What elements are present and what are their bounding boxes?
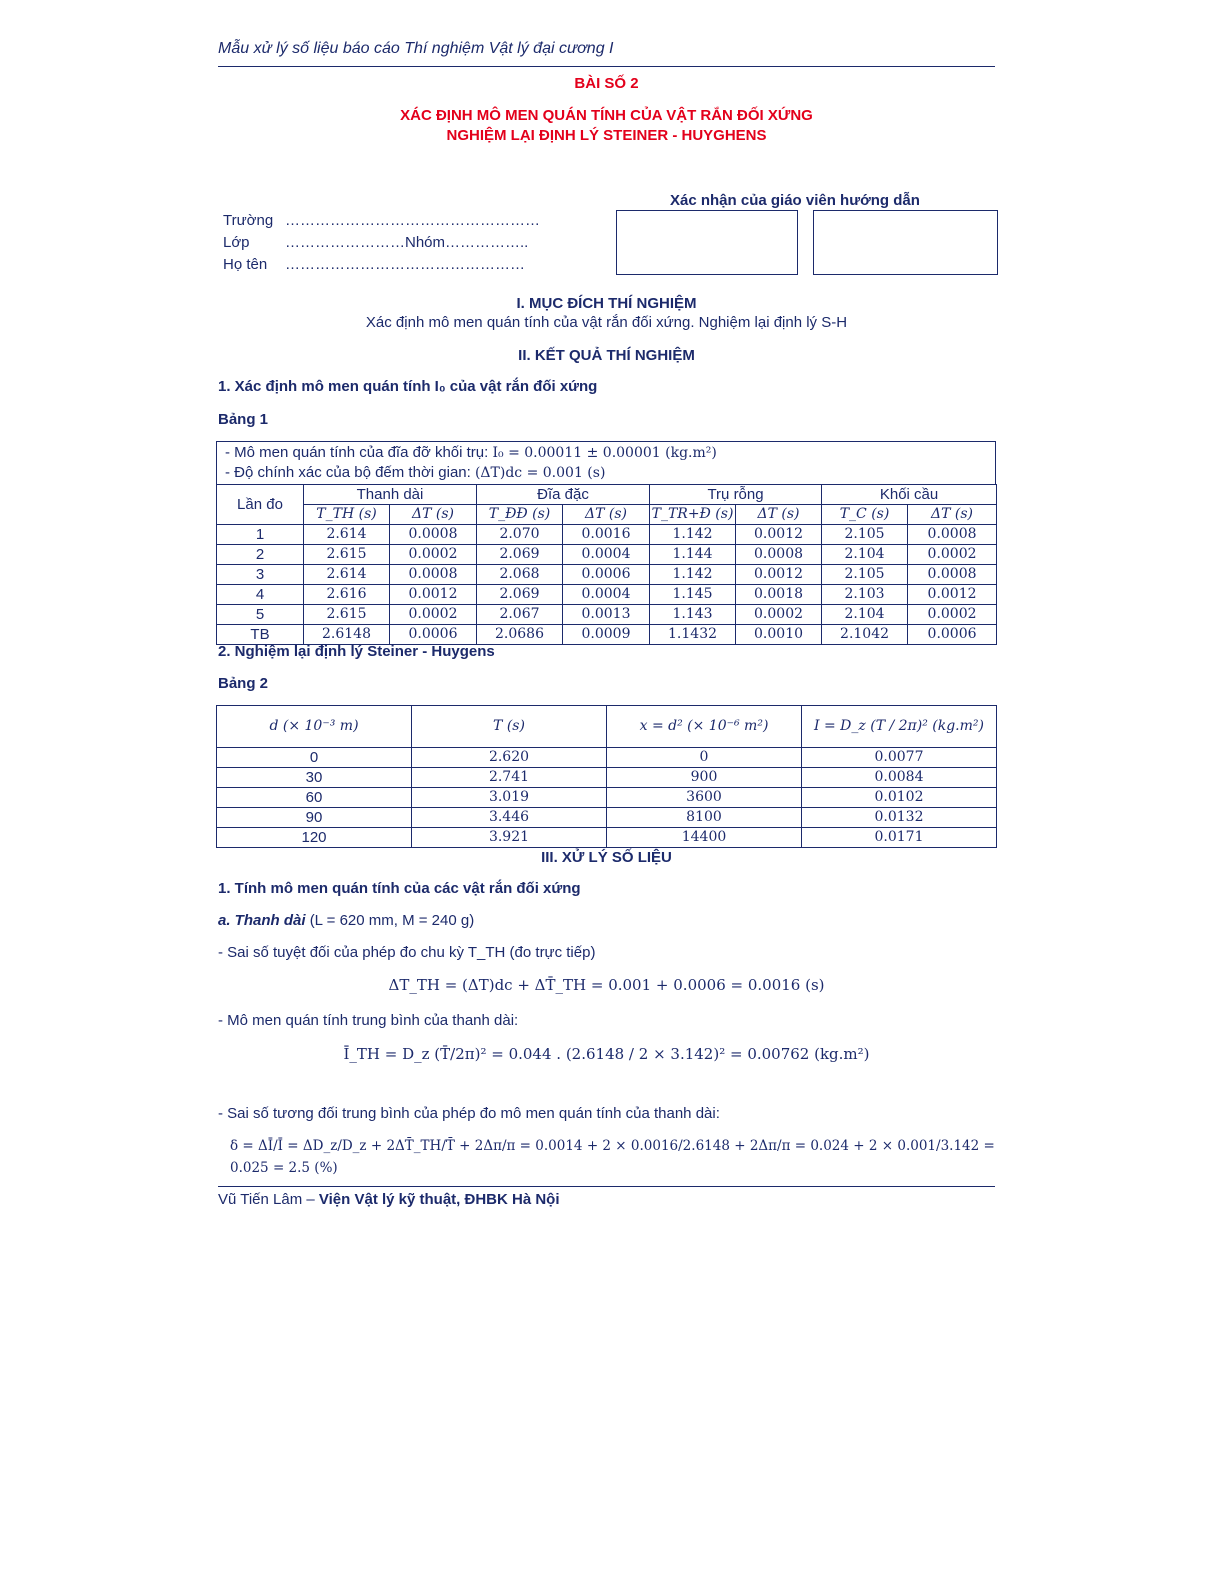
table-row: [217, 768, 997, 788]
table-cell: 3: [217, 565, 304, 585]
footer-author: Vũ Tiến Lâm –: [218, 1191, 319, 1208]
table-cell: 5: [217, 605, 304, 625]
table1-group-thanh-dai: Thanh dài: [304, 485, 477, 505]
table1-subheader: ΔT (s): [736, 505, 822, 525]
table-cell: 3.446: [412, 808, 607, 828]
line1: - Sai số tuyệt đối của phép đo chu kỳ T_TH (đo trực tiếp): [218, 944, 596, 961]
table1-subheader: ΔT (s): [563, 505, 650, 525]
table2-header: I = D_z (T / 2π)² (kg.m²): [802, 706, 997, 748]
title-line2: NGHIỆM LẠI ĐỊNH LÝ STEINER - HUYGHENS: [446, 127, 767, 144]
table-row: [217, 808, 997, 828]
table-cell: 30: [217, 768, 412, 788]
table-cell: 0.0018: [736, 585, 822, 605]
class-label: Lớp: [223, 234, 250, 251]
table2-grid: [216, 705, 997, 848]
table-cell: 1.145: [650, 585, 736, 605]
signature-box-2: [813, 210, 998, 275]
table-cell: 2.068: [477, 565, 563, 585]
table-cell: 2.070: [477, 525, 563, 545]
header-rule: [218, 66, 995, 67]
footer-rule: [218, 1186, 995, 1187]
part-a-params: (L = 620 mm, M = 240 g): [309, 912, 475, 929]
student-info: [223, 210, 540, 276]
table1-note1: [225, 443, 995, 463]
teacher-confirm-title: Xác nhận của giáo viên hướng dẫn: [670, 192, 920, 209]
table-row: [217, 828, 997, 848]
table-cell: 0.0002: [908, 605, 997, 625]
note2-formula: (ΔT)dc = 0.001 (s): [474, 465, 606, 481]
formula1: ΔT_TH = (ΔT)dc + ΔT̄_TH = 0.001 + 0.0006 = 0.0016 (s): [388, 976, 825, 994]
section2-title: II. KẾT QUẢ THÍ NGHIỆM: [518, 347, 695, 364]
line3: - Sai số tương đối trung bình của phép đo mô men quán tính của thanh dài:: [218, 1105, 720, 1122]
table-cell: 3.921: [412, 828, 607, 848]
table-cell: 2.069: [477, 585, 563, 605]
table1-subheader: T_C (s): [822, 505, 908, 525]
table-cell: 2.741: [412, 768, 607, 788]
table-cell: 0: [217, 748, 412, 768]
table-cell: 2.614: [304, 565, 390, 585]
table2: [216, 705, 996, 848]
table-cell: 0.0002: [736, 605, 822, 625]
table-cell: 2: [217, 545, 304, 565]
footer: [218, 1191, 560, 1208]
table1-subheader: T_ĐĐ (s): [477, 505, 563, 525]
section1-title: I. MỤC ĐÍCH THÍ NGHIỆM: [516, 295, 697, 312]
table-cell: 2.615: [304, 605, 390, 625]
note2-text: - Độ chính xác của bộ đếm thời gian:: [225, 464, 475, 481]
table-cell: 0: [607, 748, 802, 768]
table-cell: 2.069: [477, 545, 563, 565]
table-cell: 2.615: [304, 545, 390, 565]
table-cell: 14400: [607, 828, 802, 848]
table-cell: 2.614: [304, 525, 390, 545]
school-dots: ……………………………………………: [285, 212, 540, 229]
class-line: [223, 232, 540, 254]
table-cell: 0.0010: [736, 625, 822, 645]
footer-institute: Viện Vật lý kỹ thuật, ĐHBK Hà Nội: [318, 1191, 560, 1208]
table1: [216, 441, 996, 645]
table-row: [217, 525, 997, 545]
table1-caption: Bảng 1: [218, 411, 269, 428]
table-cell: 1.1432: [650, 625, 736, 645]
table-cell: 2.6148: [304, 625, 390, 645]
table-cell: 1.144: [650, 545, 736, 565]
running-title: Mẫu xử lý số liệu báo cáo Thí nghiệm Vật lý đại cương I: [218, 40, 614, 57]
table1-group-tru-rong: Trụ rỗng: [650, 485, 822, 505]
table-cell: 0.0132: [802, 808, 997, 828]
section2-sub1: 1. Xác định mô men quán tính I₀ của vật rắn đối xứng: [218, 378, 598, 395]
table1-notes: [216, 441, 996, 484]
table-cell: 90: [217, 808, 412, 828]
group-dots: ……………..: [445, 234, 529, 251]
table2-header: T (s): [412, 706, 607, 748]
table-cell: 0.0012: [736, 565, 822, 585]
table1-col-run: Lần đo: [217, 485, 304, 525]
title-line1: XÁC ĐỊNH MÔ MEN QUÁN TÍNH CỦA VẬT RẮN ĐỐI XỨNG: [400, 107, 813, 124]
table1-group-dia-dac: Đĩa đặc: [477, 485, 650, 505]
table-cell: 3.019: [412, 788, 607, 808]
table-row: [217, 625, 997, 645]
table-cell: 0.0171: [802, 828, 997, 848]
table1-subheader: T_TH (s): [304, 505, 390, 525]
table1-note2: [225, 463, 995, 483]
table-cell: 0.0077: [802, 748, 997, 768]
note1-formula: I₀ = 0.00011 ± 0.00001 (kg.m²): [492, 445, 717, 461]
line2: - Mô men quán tính trung bình của thanh dài:: [218, 1012, 519, 1029]
table-cell: 0.0008: [390, 565, 477, 585]
table-cell: 2.616: [304, 585, 390, 605]
table-cell: 2.0686: [477, 625, 563, 645]
table-cell: 1.143: [650, 605, 736, 625]
table-cell: 2.067: [477, 605, 563, 625]
table2-header: d (× 10⁻³ m): [217, 706, 412, 748]
part-a-heading: [218, 912, 474, 929]
table-cell: 0.0004: [563, 545, 650, 565]
table1-subheader: T_TR+Đ (s): [650, 505, 736, 525]
table-cell: 4: [217, 585, 304, 605]
name-dots: …………………………………………: [285, 256, 525, 273]
table-row: [217, 545, 997, 565]
table-cell: 0.0102: [802, 788, 997, 808]
table-cell: 3600: [607, 788, 802, 808]
table-cell: 0.0008: [908, 565, 997, 585]
table-cell: 2.103: [822, 585, 908, 605]
table-cell: 0.0012: [390, 585, 477, 605]
table-cell: 0.0012: [736, 525, 822, 545]
table-row: [217, 748, 997, 768]
section1-text: Xác định mô men quán tính của vật rắn đối xứng. Nghiệm lại định lý S-H: [365, 314, 848, 331]
table-cell: 0.0006: [390, 625, 477, 645]
table-cell: 900: [607, 768, 802, 788]
table-cell: 0.0008: [736, 545, 822, 565]
signature-box-1: [616, 210, 798, 275]
table-cell: 0.0002: [390, 605, 477, 625]
table-cell: 1.142: [650, 565, 736, 585]
table-row: [217, 788, 997, 808]
table-cell: 0.0002: [908, 545, 997, 565]
name-line: [223, 254, 540, 276]
table-cell: 0.0084: [802, 768, 997, 788]
section2-sub2: 2. Nghiệm lại định lý Steiner - Huygens: [218, 643, 495, 660]
note1-text: - Mô men quán tính của đĩa đỡ khối trụ:: [225, 444, 493, 461]
school-label: Trường: [223, 212, 274, 229]
table-row: [217, 605, 997, 625]
table-cell: 2.105: [822, 565, 908, 585]
formula3: δ = ΔĪ/Ī = ΔD_z/D_z + 2ΔT̄_TH/T̄ + 2Δπ/π = 0.0014 + 2 × 0.0016/2.6148 + 2Δπ/π = 0.024 + 2 × 0.001/3.142 = 0.025 = 2.5 (%): [230, 1138, 995, 1176]
lab-number: BÀI SỐ 2: [574, 75, 639, 92]
table-cell: 0.0006: [908, 625, 997, 645]
table-cell: 2.105: [822, 525, 908, 545]
table-cell: 0.0004: [563, 585, 650, 605]
section3-sub1: 1. Tính mô men quán tính của các vật rắn đối xứng: [218, 880, 581, 897]
table1-subheader: ΔT (s): [390, 505, 477, 525]
table-cell: 2.104: [822, 605, 908, 625]
part-a-label: a. Thanh dài: [218, 912, 306, 929]
table-cell: 60: [217, 788, 412, 808]
table-cell: 2.1042: [822, 625, 908, 645]
table-cell: 0.0009: [563, 625, 650, 645]
table-row: [217, 585, 997, 605]
table-cell: 1.142: [650, 525, 736, 545]
table-cell: 120: [217, 828, 412, 848]
table-row: [217, 565, 997, 585]
table-cell: 2.104: [822, 545, 908, 565]
table-cell: 0.0016: [563, 525, 650, 545]
class-dots: ……………………: [285, 234, 405, 251]
table1-group-khoi-cau: Khối cầu: [822, 485, 997, 505]
table-cell: 0.0008: [908, 525, 997, 545]
table-cell: 0.0008: [390, 525, 477, 545]
school-line: [223, 210, 540, 232]
table2-caption: Bảng 2: [218, 675, 269, 692]
table-cell: 0.0006: [563, 565, 650, 585]
table-cell: 8100: [607, 808, 802, 828]
table-cell: 2.620: [412, 748, 607, 768]
table-cell: 1: [217, 525, 304, 545]
table1-subheader: ΔT (s): [908, 505, 997, 525]
table-cell: 0.0012: [908, 585, 997, 605]
table-cell: TB: [217, 625, 304, 645]
table-cell: 0.0002: [390, 545, 477, 565]
name-label: Họ tên: [223, 256, 268, 273]
table-cell: 0.0013: [563, 605, 650, 625]
section3-title: III. XỬ LÝ SỐ LIỆU: [541, 849, 672, 866]
formula2: Ī_TH = D_z (T̄/2π)² = 0.044 . (2.6148 / 2 × 3.142)² = 0.00762 (kg.m²): [343, 1045, 870, 1063]
table2-header: x = d² (× 10⁻⁶ m²): [607, 706, 802, 748]
table1-grid: [216, 484, 997, 645]
group-label: Nhóm: [405, 234, 446, 251]
